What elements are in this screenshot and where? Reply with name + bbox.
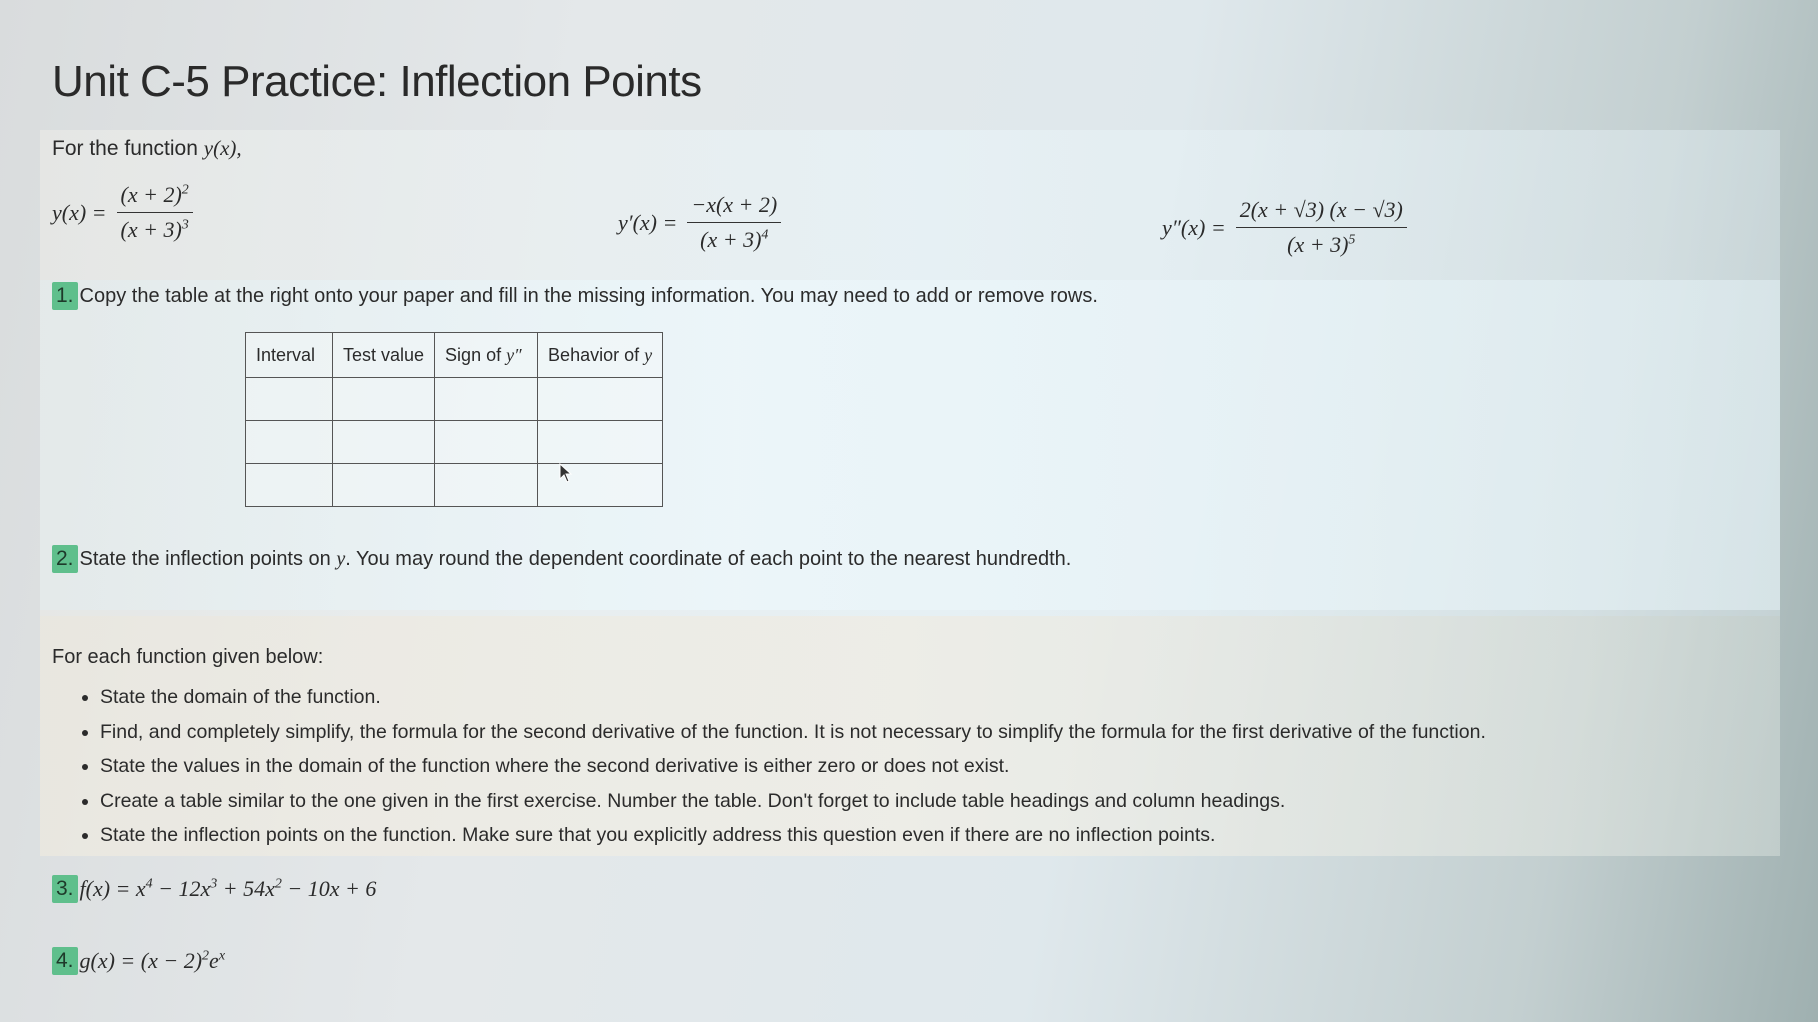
table-row bbox=[246, 378, 663, 421]
question-1 bbox=[52, 282, 1098, 310]
function-y-double-prime-numerator: 2(x + √3) (x − √3) bbox=[1236, 197, 1407, 228]
intro-label: For the function bbox=[52, 137, 198, 160]
intro-text bbox=[52, 136, 242, 161]
question-3-expression: $f(x) = x^4 - 12x^3 + 54x^2 - 10x + 6$ bbox=[79, 876, 377, 901]
function-y-prime-denominator: $(x + 3)^4$ bbox=[700, 227, 769, 252]
inflection-table bbox=[245, 332, 663, 507]
function-y-lhs: y(x) = bbox=[52, 199, 107, 225]
function-y bbox=[52, 182, 193, 243]
table-header-row bbox=[246, 333, 663, 378]
header-interval: Interval bbox=[246, 333, 333, 378]
question-1-text: Copy the table at the right onto your paper and fill in the missing information. You may need to add or remove rows. bbox=[79, 284, 1098, 307]
question-4 bbox=[52, 947, 225, 975]
function-y-double-prime-fraction bbox=[1236, 197, 1407, 258]
question-2-text: State the inflection points on y. You may round the dependent coordinate of each point to the nearest hundredth. bbox=[79, 547, 1072, 570]
table-cell bbox=[538, 421, 663, 464]
question-2 bbox=[52, 545, 1071, 573]
table-cell bbox=[246, 421, 333, 464]
function-y-prime bbox=[618, 192, 781, 253]
table-cell bbox=[333, 378, 435, 421]
function-y-prime-lhs: y′(x) = bbox=[618, 209, 678, 235]
table-cell bbox=[333, 464, 435, 507]
intro-function: y(x), bbox=[203, 136, 242, 160]
page-title: Unit C-5 Practice: Inflection Points bbox=[52, 57, 702, 107]
question-1-number: 1. bbox=[52, 282, 78, 310]
question-3-number: 3. bbox=[52, 875, 78, 903]
function-y-denominator: $(x + 3)^3$ bbox=[120, 217, 189, 242]
header-behavior: Behavior of y bbox=[538, 333, 663, 378]
instructions-intro: For each function given below: bbox=[52, 646, 324, 668]
question-4-number: 4. bbox=[52, 947, 78, 975]
question-4-expression: $g(x) = (x - 2)^2e^x$ bbox=[79, 948, 226, 973]
list-item: • State the domain of the function. bbox=[100, 680, 1486, 715]
list-item: • State the inflection points on the function. Make sure that you explicitly address this question even if there are no inflection points. bbox=[100, 818, 1486, 853]
function-y-double-prime-lhs: y″(x) = bbox=[1162, 214, 1226, 240]
table-row bbox=[246, 464, 663, 507]
instructions-list bbox=[76, 680, 1486, 853]
table-cell bbox=[435, 464, 538, 507]
table-cell bbox=[435, 421, 538, 464]
table-cell bbox=[246, 378, 333, 421]
mouse-cursor-icon bbox=[559, 463, 573, 488]
table-cell bbox=[435, 378, 538, 421]
list-item: • Find, and completely simplify, the formula for the second derivative of the function. It is not necessary to simplify the formula for the first derivative of the function. bbox=[100, 715, 1486, 750]
function-y-prime-fraction bbox=[687, 192, 781, 253]
list-item: • State the values in the domain of the function where the second derivative is either zero or does not exist. bbox=[100, 749, 1486, 784]
function-y-prime-numerator: −x(x + 2) bbox=[687, 192, 781, 223]
question-3 bbox=[52, 875, 376, 903]
table-cell bbox=[538, 464, 663, 507]
function-y-double-prime bbox=[1162, 197, 1407, 258]
table-cell bbox=[333, 421, 435, 464]
question-2-number: 2. bbox=[52, 545, 78, 573]
function-y-fraction bbox=[117, 182, 193, 243]
list-item: • Create a table similar to the one given in the first exercise. Number the table. Don't forget to include table headings and column headings. bbox=[100, 784, 1486, 819]
function-y-double-prime-denominator: $(x + 3)^5$ bbox=[1287, 232, 1356, 257]
header-test-value: Test value bbox=[333, 333, 435, 378]
table-cell bbox=[246, 464, 333, 507]
table-cell bbox=[538, 378, 663, 421]
table-row bbox=[246, 421, 663, 464]
header-sign: Sign of y″ bbox=[435, 333, 538, 378]
function-y-numerator: $(x + 2)^2$ bbox=[117, 182, 193, 213]
